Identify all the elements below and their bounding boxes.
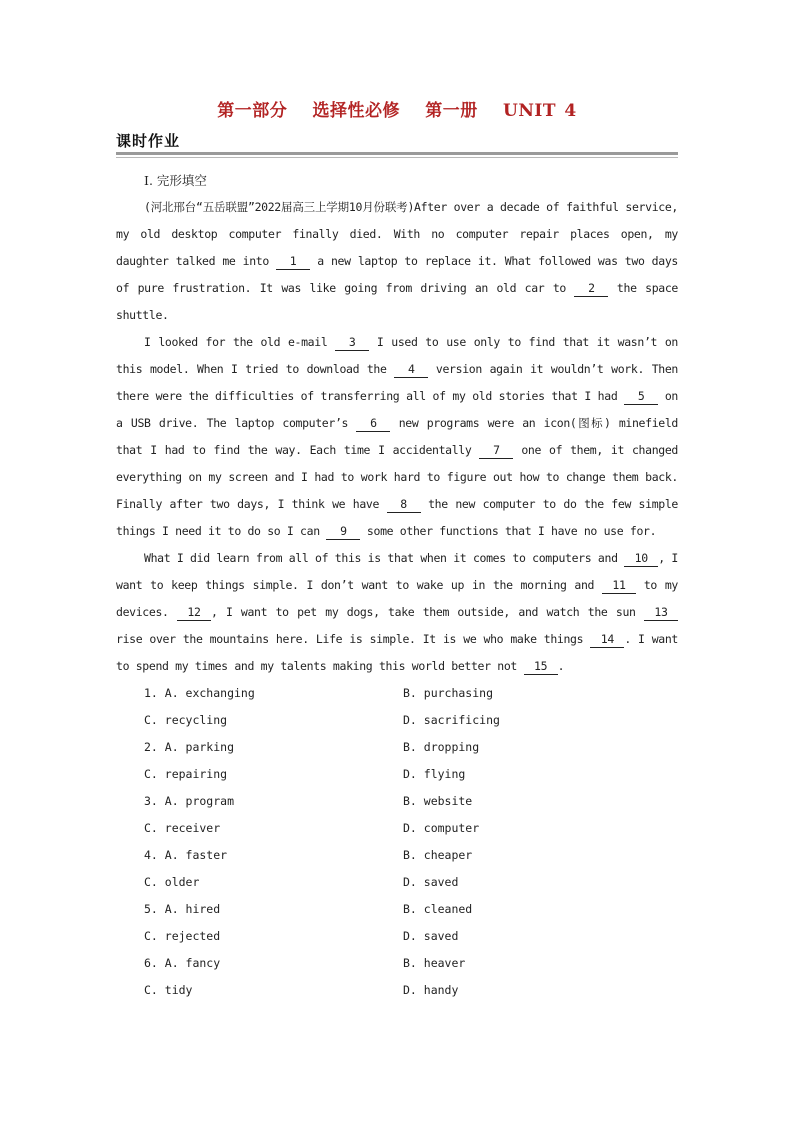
blank-3: 3 [335, 335, 369, 351]
passage-text: . I want to spend my times and my talents making this world better not [116, 632, 679, 673]
option-row [116, 977, 678, 1004]
option-item: B. cheaper [403, 848, 473, 862]
option-item: C. rejected [144, 929, 221, 943]
option-item: B. heaver [403, 956, 466, 970]
passage-text: version again it wouldn’t work. Then there were the difficulties of transferring all of my old stories that I had [116, 362, 678, 403]
option-item: C. repairing [144, 767, 228, 781]
option-item: C. older [144, 875, 200, 889]
blank-15: 15 [524, 659, 558, 675]
header-rule-thin [116, 157, 678, 158]
passage-paragraph-1 [116, 194, 678, 329]
option-row [116, 950, 678, 977]
option-item: D. saved [403, 875, 459, 889]
blank-12: 12 [177, 605, 211, 621]
option-item: D. handy [403, 983, 459, 997]
option-row [116, 680, 678, 707]
option-row [116, 869, 678, 896]
option-row [116, 842, 678, 869]
option-item: C. receiver [144, 821, 221, 835]
blank-11: 11 [602, 578, 636, 594]
option-item: D. saved [403, 929, 459, 943]
passage-text: to my devices. [116, 578, 678, 619]
blank-1: 1 [276, 254, 310, 270]
blank-9: 9 [326, 524, 360, 540]
blank-14: 14 [590, 632, 624, 648]
passage-text: on a USB drive. The laptop computer’s [116, 389, 678, 430]
header-rule [116, 152, 678, 155]
option-item: 6. A. fancy [144, 956, 221, 970]
blank-6: 6 [356, 416, 390, 432]
blank-13: 13 [644, 605, 678, 621]
option-item: 3. A. program [144, 794, 235, 808]
passage-text: a new laptop to replace it. What followed was two days of pure frustration. It was like going from driving an old car to [116, 254, 678, 295]
option-item: B. cleaned [403, 902, 473, 916]
passage-text: new programs were an icon(图标) minefield that I had to find the way. Each time I accidentally [116, 416, 678, 457]
blank-10: 10 [624, 551, 658, 567]
option-item: 1. A. exchanging [144, 686, 255, 700]
option-item: C. recycling [144, 713, 228, 727]
passage-text: the space shuttle. [116, 281, 678, 322]
passage-text: I looked for the old e-mail [144, 335, 336, 349]
option-row [116, 761, 678, 788]
blank-8: 8 [387, 497, 421, 513]
page-title: 第一部分 选择性必修 第一册 UNIT 4 [217, 101, 577, 121]
option-row [116, 788, 678, 815]
option-item: B. website [403, 794, 473, 808]
passage-text: I used to use only to find that it wasn’t on this model. When I tried to download the [116, 335, 679, 376]
blank-2: 2 [574, 281, 608, 297]
passage-text: . [557, 659, 565, 673]
passage-text: one of them, it changed everything on my screen and I had to work hard to figure out how to change them back. Finally after two days, I think we have [116, 443, 678, 511]
passage-text: , I want to keep things simple. I don’t want to wake up in the morning and [116, 551, 678, 592]
passage-text: the new computer to do the few simple things I need it to do so I can [116, 497, 678, 538]
option-item: D. computer [403, 821, 480, 835]
blank-5: 5 [624, 389, 658, 405]
blank-7: 7 [479, 443, 513, 459]
passage-paragraph-3 [116, 545, 678, 680]
option-item: D. sacrificing [403, 713, 500, 727]
section-label: 课时作业 [116, 132, 181, 150]
document-body [116, 167, 678, 1004]
blank-4: 4 [394, 362, 428, 378]
option-item: B. dropping [403, 740, 480, 754]
option-item: B. purchasing [403, 686, 494, 700]
option-item: 4. A. faster [144, 848, 228, 862]
option-row [116, 734, 678, 761]
option-row [116, 815, 678, 842]
passage-text: (河北邢台“五岳联盟”2022届高三上学期10月份联考)After over a decade of faithful service, my old desktop computer finally died. With no computer repair places open, my daughter talked me into [116, 200, 678, 268]
passage-text: What I did learn from all of this is that when it comes to computers and [144, 551, 625, 565]
option-row [116, 923, 678, 950]
answer-options [116, 680, 678, 1004]
option-item: 2. A. parking [144, 740, 235, 754]
option-item: C. tidy [144, 983, 193, 997]
option-item: 5. A. hired [144, 902, 221, 916]
option-item: D. flying [403, 767, 466, 781]
option-row [116, 896, 678, 923]
passage-text: rise over the mountains here. Life is simple. It is we who make things [116, 632, 591, 646]
passage-text: some other functions that I have no use for. [360, 524, 657, 538]
passage-paragraph-2 [116, 329, 678, 545]
option-row [116, 707, 678, 734]
part-heading: Ⅰ. 完形填空 [144, 173, 207, 188]
passage-text: , I want to pet my dogs, take them outside, and watch the sun [210, 605, 644, 619]
